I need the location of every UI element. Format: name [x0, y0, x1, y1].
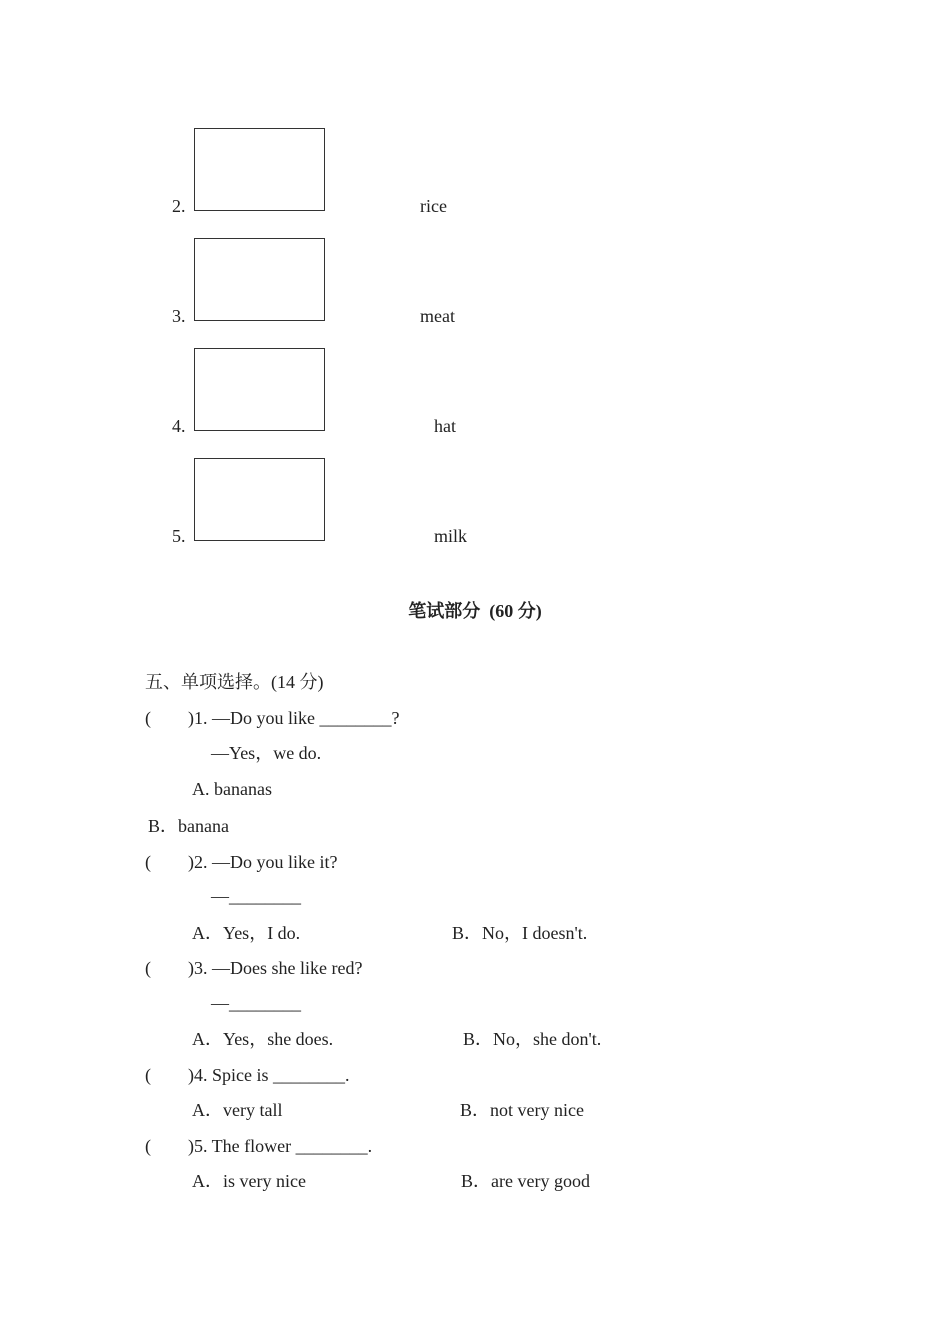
item-word-5: milk	[434, 526, 468, 546]
option-a-1: A. bananas	[192, 779, 272, 799]
item-number-5: 5.	[172, 526, 186, 546]
picture-box-4	[194, 348, 325, 431]
question-stem-5: )5. The flower ________.	[188, 1136, 373, 1156]
question-reply-2: —________	[211, 886, 301, 906]
question-reply-1: —Yes，we do.	[211, 743, 322, 763]
answer-paren: (	[145, 1136, 151, 1156]
question-stem-3: )3. —Does she like red?	[188, 958, 363, 978]
question-reply-3: —________	[211, 993, 301, 1013]
answer-paren: (	[145, 1065, 151, 1085]
section-five-title: 五、单项选择。(14 分)	[145, 672, 324, 692]
question-stem-2: )2. —Do you like it?	[188, 852, 338, 872]
item-number-3: 3.	[172, 306, 186, 326]
answer-paren: (	[145, 708, 151, 728]
option-b-3: B．No，she don't.	[463, 1029, 602, 1049]
picture-box-3	[194, 238, 325, 321]
item-word-3: meat	[420, 306, 455, 326]
item-number-4: 4.	[172, 416, 186, 436]
picture-box-2	[194, 128, 325, 211]
option-a-4: A．very tall	[192, 1100, 283, 1120]
answer-paren: (	[145, 852, 151, 872]
written-section-title: 笔试部分 (60 分)	[408, 601, 542, 621]
item-number-2: 2.	[172, 196, 186, 216]
option-a-3: A．Yes，she does.	[192, 1029, 334, 1049]
picture-box-5	[194, 458, 325, 541]
answer-paren: (	[145, 958, 151, 978]
option-a-2: A．Yes，I do.	[192, 923, 301, 943]
question-stem-1: )1. —Do you like ________?	[188, 708, 400, 728]
option-a-5: A．is very nice	[192, 1171, 306, 1191]
option-b-1: B．banana	[148, 816, 229, 836]
option-b-2: B．No，I doesn't.	[452, 923, 588, 943]
question-stem-4: )4. Spice is ________.	[188, 1065, 350, 1085]
option-b-5: B．are very good	[461, 1171, 590, 1191]
item-word-4: hat	[434, 416, 456, 436]
item-word-2: rice	[420, 196, 447, 216]
option-b-4: B．not very nice	[460, 1100, 584, 1120]
